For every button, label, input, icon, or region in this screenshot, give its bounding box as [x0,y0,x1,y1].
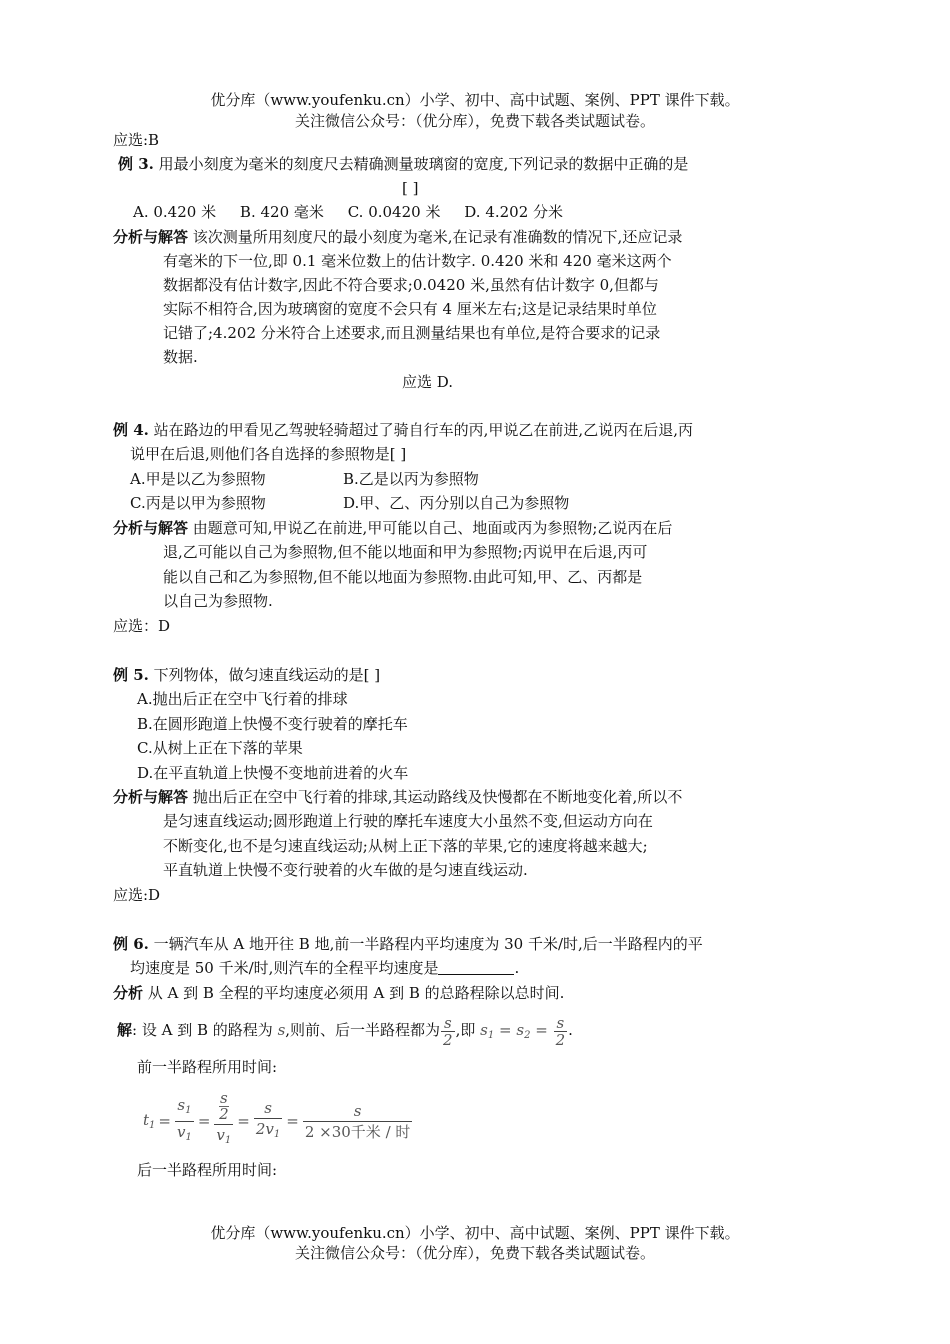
ex4-analysis-line-3: 能以自己和乙为参照物,但不能以地面为参照物.由此可知,甲、乙、丙都是 [163,568,643,586]
equals: = [158,1112,171,1130]
ex4-analysis-line-1 [113,518,672,538]
ex3-analysis-line-1 [113,227,682,247]
ex6-question-text-2: 均速度是 50 千米/时,则汽车的全程平均速度是 [130,959,439,977]
ex5-analysis-label: 分析与解答 [113,788,189,806]
ex3-analysis-line-3: 数据都没有估计数字,因此不符合要求;0.0420 米,虽然有估计数字 0,但都与 [163,276,659,294]
frac-den: 2 [555,1030,566,1049]
sub-t: 1 [149,1120,156,1131]
frac-num: s [254,1098,282,1119]
frac-den: 2 [443,1030,453,1049]
frac-den: 2 ×30千米 / 时 [304,1122,411,1141]
eq-s1-s2 [480,1021,548,1039]
frac-num [175,1095,194,1122]
equals: = [197,1112,211,1130]
ex3-question [118,154,688,174]
frac-s-over-2v1 [254,1098,282,1145]
ex5-analysis-line-3: 不断变化,也不是匀速直线运动;从树上正下落的苹果,它的速度将越来越大; [163,837,648,855]
var-s1: s [480,1021,488,1039]
sub-v: 1 [224,1135,232,1146]
var-s2: s [516,1021,525,1039]
answer-previous: 应选:B [113,131,160,149]
frac-den [175,1122,194,1148]
ex4-answer: 应选：D [113,617,171,635]
ex5-question-text: 下列物体，做匀速直线运动的是[ ] [148,666,381,684]
ex6-analysis-label: 分析 [113,984,144,1002]
nested-den: 2 [219,1105,229,1123]
ex6-label: 例 6. [113,935,149,953]
frac-s1-v1 [175,1095,194,1148]
ex6-solution-period: . [568,1021,573,1039]
ex6-analysis-text: 从 A 到 B 全程的平均速度必须用 A 到 B 的总路程除以总时间. [143,984,565,1002]
ex3-label: 例 3. [118,155,154,173]
formula-t1 [143,1087,413,1155]
ex4-analysis-label: 分析与解答 [113,519,189,537]
var-s1: s [177,1095,186,1114]
ex4-option-c: C.丙是以甲为参照物 [130,494,266,512]
ex6-solution-line [117,1013,573,1049]
ex4-option-a: A.甲是以乙为参照物 [130,470,266,488]
ex4-question-line-1 [113,420,693,440]
header-line-2: 关注微信公众号：（优分库），免费下载各类试题试卷。 [294,112,655,130]
frac-num: s [441,1015,455,1032]
ex5-analysis-line-4: 平直轨道上快慢不变行驶着的火车做的是匀速直线运动. [163,861,528,879]
ex4-question-line-2: 说甲在后退,则他们各自选择的参照物是[ ] [130,445,407,463]
ex3-analysis-line-2: 有毫米的下一位,即 0.1 毫米位数上的估计数字. 0.420 米和 420 毫米这两个 [163,252,672,270]
ex6-solution-text-1: : 设 A 到 B 的路程为 [132,1021,273,1039]
ex5-answer: 应选:D [113,886,161,904]
ex6-question-line-2 [130,958,519,978]
ex3-analysis-line-5: 记错了;4.202 分米符合上述要求,而且测量结果也有单位,是符合要求的记录 [163,324,661,342]
ex3-analysis-line-4: 实际不相符合,因为玻璃窗的宽度不会只有 4 厘米左右;这是记录结果时单位 [163,300,657,318]
frac-s-over-2 [441,1015,455,1048]
ex6-question-line-1 [113,934,703,954]
sub-1: 1 [487,1030,495,1041]
var-t1 [143,1111,155,1131]
var-s: s [277,1021,286,1039]
footer-line-1: 优分库（www.youfenku.cn）小学、初中、高中试题、案例、PPT 课件下载。 [210,1224,740,1242]
ex3-bracket: [ ] [402,179,419,197]
ex4-option-b: B.乙是以丙为参照物 [343,470,479,488]
sub-1: 1 [185,1104,192,1116]
ex5-option-c: C.从树上正在下落的苹果 [137,739,303,757]
frac-den [214,1125,233,1151]
equals: = [286,1112,299,1130]
ex3-question-text: 用最小刻度为毫米的刻度尺去精确测量玻璃窗的宽度,下列记录的数据中正确的是 [153,155,689,173]
ex4-analysis-line-2: 退,乙可能以自己为参照物,但不能以地面和甲为参照物;丙说甲在后退,丙可 [163,543,648,561]
equals: = [535,1021,548,1039]
sub-v: 1 [185,1131,192,1143]
nested-frac [219,1091,229,1122]
ex3-options: A. 0.420 米 B. 420 毫米 C. 0.0420 米 D. 4.202 分米 [133,203,564,221]
ex6-solution-text-2: ,则前、后一半路程都为 [285,1021,441,1039]
first-half-label: 前一半路程所用时间: [137,1058,278,1076]
answer-blank [438,960,514,975]
ex5-option-d: D.在平直轨道上快慢不变地前进着的火车 [137,764,409,782]
equals: = [237,1112,250,1130]
ex4-question-text-1: 站在路边的甲看见乙驾驶轻骑超过了骑自行车的丙,甲说乙在前进,乙说丙在后退,丙 [148,421,693,439]
nested-num: s [220,1089,228,1107]
ex3-analysis-label: 分析与解答 [113,228,189,246]
ex3-answer: 应选 D. [402,373,454,391]
frac-num: s [303,1101,413,1122]
footer-line-2: 关注微信公众号：（优分库），免费下载各类试题试卷。 [294,1244,655,1262]
ex6-question-period: . [514,959,520,977]
ex5-analysis-text-1: 抛出后正在空中飞行着的排球,其运动路线及快慢都在不断地变化着,所以不 [188,788,683,806]
ex5-option-b: B.在圆形跑道上快慢不变行驶着的摩托车 [137,715,408,733]
frac-half-s-over-v1 [214,1091,233,1151]
ex3-analysis-text-1: 该次测量所用刻度尺的最小刻度为毫米,在记录有准确数的情况下,还应记录 [188,228,683,246]
var-2v: 2v [255,1119,274,1138]
sub-2: 2 [524,1030,531,1041]
frac-s-over-60 [303,1101,413,1142]
ex5-option-a: A.抛出后正在空中飞行着的排球 [137,690,348,708]
ex5-label: 例 5. [113,666,149,684]
sub-v: 1 [273,1128,281,1140]
frac-num [214,1091,233,1125]
ex6-solution-label: 解 [117,1021,133,1039]
var-t: t [143,1111,150,1129]
frac-den [254,1119,282,1145]
ex4-label: 例 4. [113,421,149,439]
ex5-analysis-line-1 [113,787,682,807]
var-v: v [216,1126,225,1144]
ex4-analysis-text-1: 由题意可知,甲说乙在前进,甲可能以自己、地面或丙为参照物;乙说丙在后 [188,519,673,537]
ex6-question-text-1: 一辆汽车从 A 地开往 B 地,前一半路程内平均速度为 30 千米/时,后一半路程内的平 [148,935,703,953]
frac-s-over-2-b [554,1015,568,1048]
ex4-analysis-line-4: 以自己为参照物. [163,592,273,610]
ex5-analysis-line-2: 是匀速直线运动;圆形跑道上行驶的摩托车速度大小虽然不变,但运动方向在 [163,812,653,830]
frac-num: s [554,1015,568,1032]
ex5-question [113,665,380,685]
ex4-option-d: D.甲、乙、丙分别以自己为参照物 [343,494,570,512]
ex3-analysis-line-6: 数据. [163,348,198,366]
ex6-solution-text-3: ,即 [455,1021,476,1039]
second-half-label: 后一半路程所用时间: [137,1161,278,1179]
equals: = [499,1021,512,1039]
header-line-1: 优分库（www.youfenku.cn）小学、初中、高中试题、案例、PPT 课件下载。 [210,91,740,109]
ex6-analysis [113,983,564,1003]
var-v: v [176,1122,186,1141]
